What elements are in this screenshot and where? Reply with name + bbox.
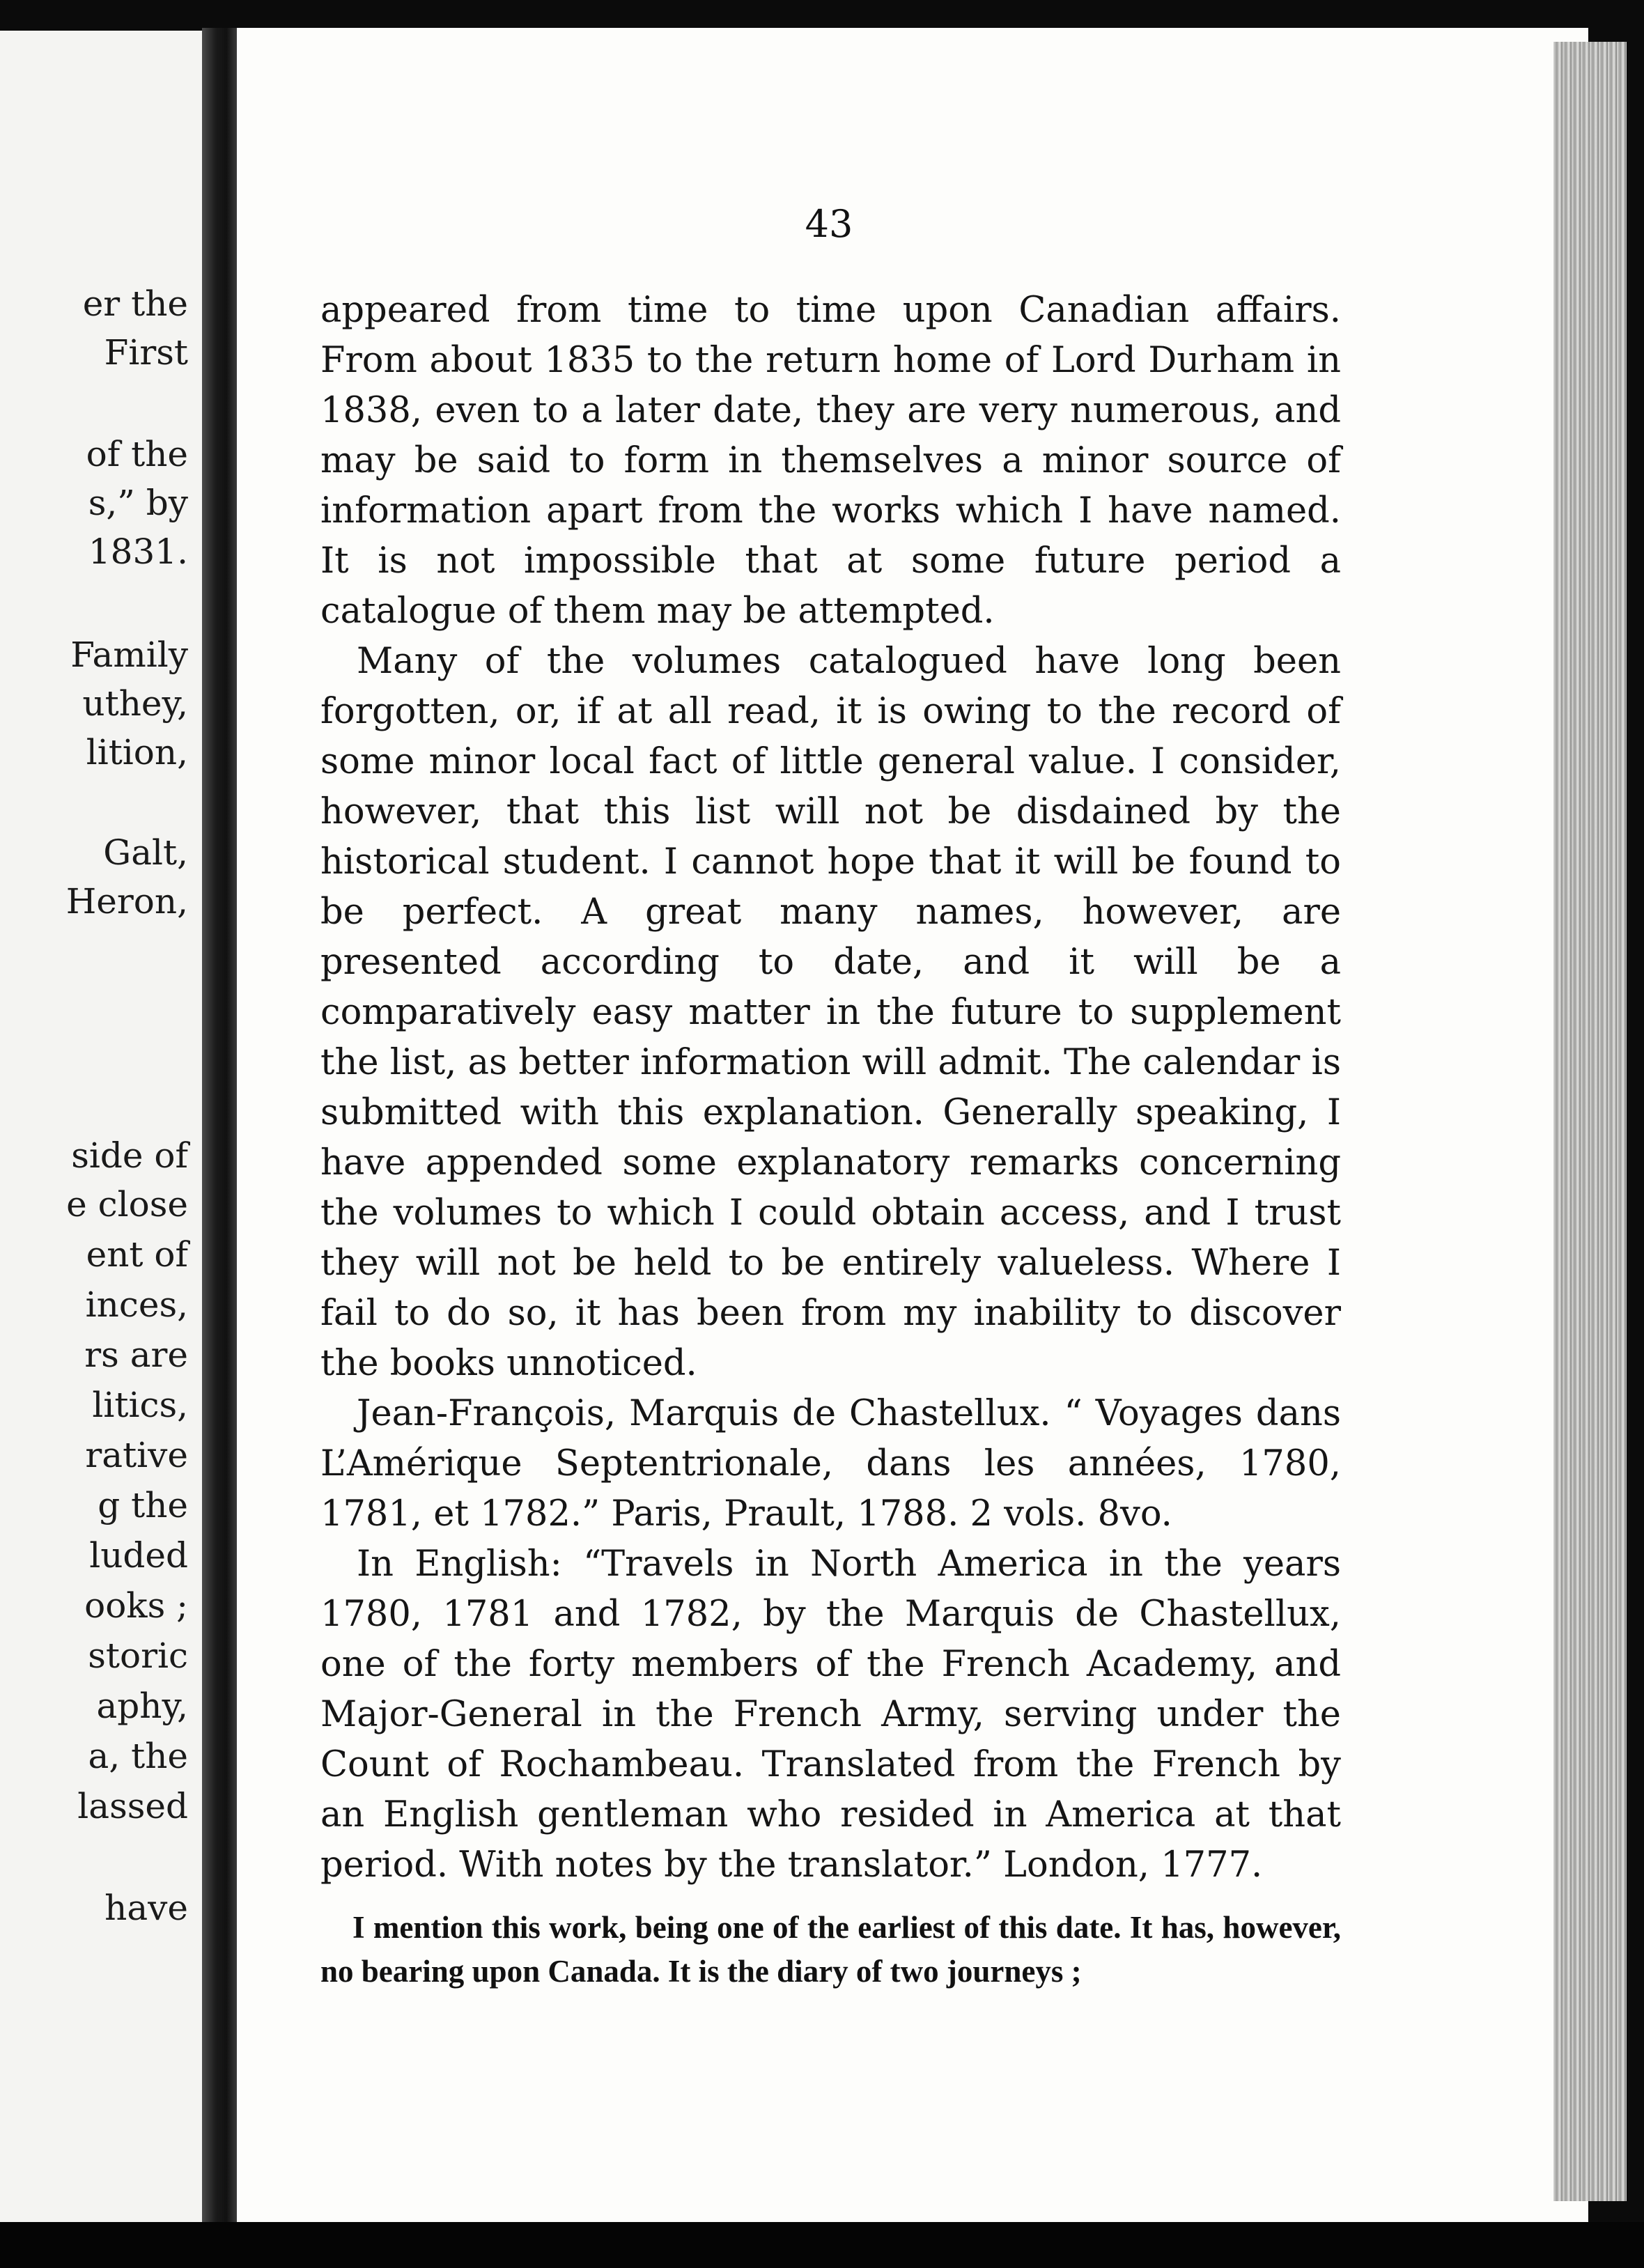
left-page-line: side of [71, 1135, 188, 1176]
paragraph: appeared from time to time upon Canadian affairs. From about 1835 to the return home of Lord Durham in 1838, even to a later date, they are very numerous, and may be said to form in themselves a minor source of information apart from the works which I have named. It is not impossible that at some future period a catalogue of them may be attempted. [320, 290, 1341, 632]
left-page-line: Galt, [103, 832, 188, 873]
previous-page [0, 31, 202, 2225]
left-page-line: g the [98, 1485, 188, 1525]
left-page-line: have [104, 1888, 188, 1928]
left-page-line: er the [82, 284, 188, 324]
book-gutter [202, 28, 237, 2229]
left-page-line: lassed [77, 1786, 188, 1826]
body-text [320, 286, 1341, 2025]
left-page-line: ooks ; [84, 1585, 188, 1626]
left-page-line: ent of [86, 1234, 188, 1275]
left-page-line: lition, [86, 732, 188, 772]
left-page-line: litics, [92, 1385, 188, 1425]
catalogue-entry-translation: In English: “Travels in North America in the years 1780, 1781 and 1782, by the Marquis de Chastellux, one of the forty members of the French Academy, and Major-General in the French Army, serving under the Count of Rochambeau. Translated from the French by an English gentleman who resided in America at that period. With notes by the translator.” London, 1777. [320, 1544, 1341, 1886]
left-page-line: 1831. [88, 531, 188, 572]
left-page-line: Family [70, 635, 188, 675]
left-page-line: a, the [88, 1736, 188, 1776]
paragraph: Many of the volumes catalogued have long been forgotten, or, if at all read, it is owing to the record of some minor local fact of little general value. I consider, however, that this list will not be disdained by the historical student. I cannot hope that it will be found to be perfect. A great many names, however, are presented according to date, and it will be a comparatively easy matter in the future to supplement the list, as better information will admit. The calendar is submitted with this explanation. Generally speaking, I have appended some explanatory remarks concerning the volumes to which I could obtain access, and I trust they will not be held to be entirely valueless. Where I fail to do so, it has been from my inability to discover the books unnoticed. [320, 641, 1341, 1384]
left-page-line: rs are [84, 1335, 188, 1375]
left-page-line: rative [85, 1435, 188, 1475]
page-edges [1553, 42, 1627, 2201]
left-page-line: of the [86, 434, 188, 474]
page-number: 43 [805, 202, 853, 246]
left-page-line: aphy, [96, 1686, 188, 1726]
left-page-line: e close [66, 1184, 188, 1225]
left-page-line: storic [88, 1636, 188, 1676]
left-page-line: luded [89, 1535, 188, 1576]
left-page-line: Heron, [65, 881, 188, 922]
left-page-line: inces, [85, 1284, 188, 1325]
left-page-line: First [104, 332, 188, 373]
left-page-line: uthey, [82, 683, 188, 724]
catalogue-entry: Jean-François, Marquis de Chastellux. “ Voyages dans L’Amérique Septentrionale, dans les années, 1780, 1781, et 1782.” Paris, Prault, 1788. 2 vols. 8vo. [320, 1393, 1341, 1535]
editorial-note: I mention this work, being one of the earliest of this date. It has, however, no bearing upon Canada. It is the diary of two journeys ; [320, 1910, 1341, 1989]
left-page-line: s,” by [88, 483, 188, 523]
scan-bottom-edge [0, 2222, 1644, 2268]
